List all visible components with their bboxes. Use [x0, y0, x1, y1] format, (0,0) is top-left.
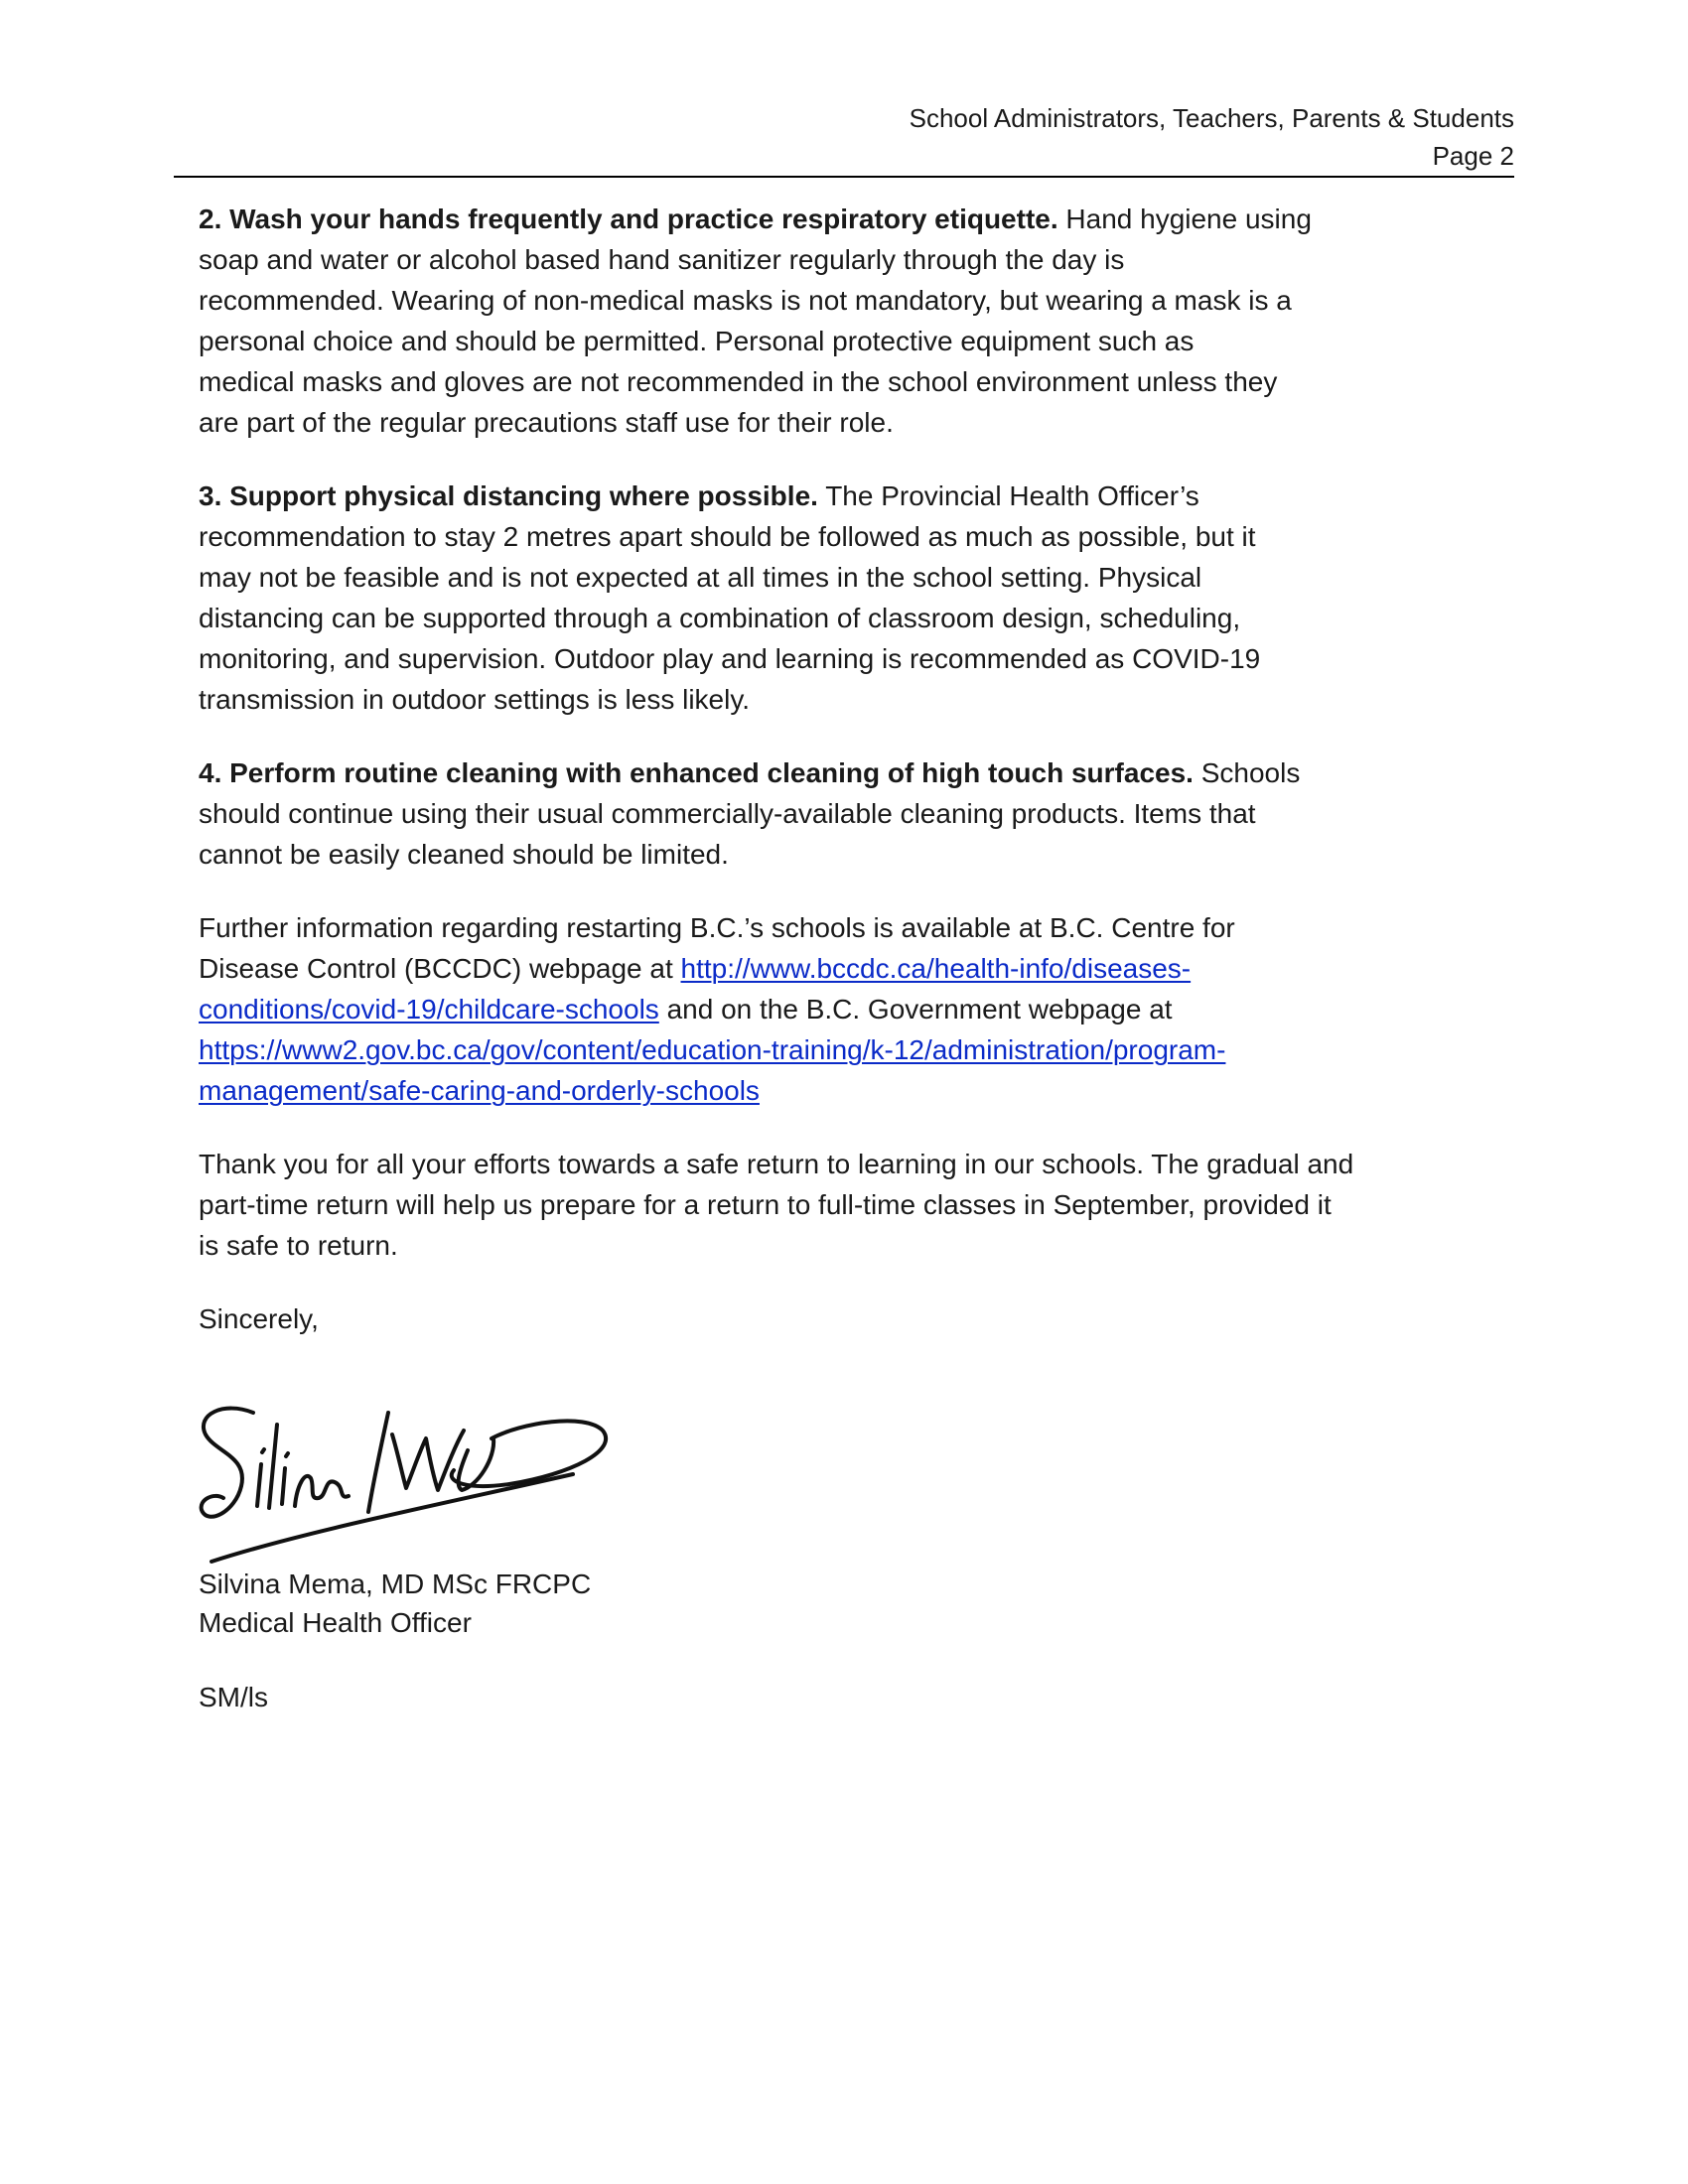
text-line: Thank you for all your efforts towards a safe return to learning in our schools. The gradual and: [199, 1149, 1354, 1179]
signature-block: [199, 1565, 591, 1642]
text-line: personal choice and should be permitted. Personal protective equipment such as: [199, 326, 1195, 356]
text-line: may not be feasible and is not expected at all times in the school setting. Physical: [199, 562, 1202, 593]
text-line: recommended. Wearing of non-medical masks is not mandatory, but wearing a mask is a: [199, 285, 1292, 316]
signatory-title: Medical Health Officer: [199, 1607, 472, 1638]
text-line: [199, 199, 1489, 239]
text-line: [199, 989, 1489, 1029]
section-hand-hygiene: [199, 199, 1489, 443]
section-thanks: [199, 1144, 1489, 1266]
text-line: [199, 752, 1489, 793]
reference-initials: SM/ls: [199, 1682, 268, 1712]
text-line: are part of the regular precautions staff use for their role.: [199, 407, 894, 438]
header-page-number: Page 2: [1432, 141, 1514, 171]
text-line: [199, 1070, 1489, 1111]
signatory-name: Silvina Mema, MD MSc FRCPC: [199, 1569, 592, 1599]
text-line: part-time return will help us prepare for a return to full-time classes in September, provided it: [199, 1189, 1332, 1220]
text-line: [199, 948, 1489, 989]
text-line: is safe to return.: [199, 1230, 398, 1261]
text-line: distancing can be supported through a combination of classroom design, scheduling,: [199, 603, 1241, 633]
handwritten-signature: [194, 1395, 621, 1573]
section-further-information: [199, 907, 1489, 1111]
section-heading: 3. Support physical distancing where possible.: [199, 480, 818, 511]
text-line: monitoring, and supervision. Outdoor play and learning is recommended as COVID-19: [199, 643, 1261, 674]
text-line: should continue using their usual commercially-available cleaning products. Items that: [199, 798, 1256, 829]
text-line: cannot be easily cleaned should be limited.: [199, 839, 729, 870]
text-line: transmission in outdoor settings is less likely.: [199, 684, 751, 715]
text-run: and on the B.C. Government webpage at: [658, 994, 1173, 1024]
text-run: The Provincial Health Officer’s: [817, 480, 1199, 511]
text-run: Disease Control (BCCDC) webpage at: [199, 953, 681, 984]
section-cleaning: [199, 752, 1489, 875]
gov-bc-link-continued[interactable]: management/safe-caring-and-orderly-schools: [199, 1075, 760, 1106]
gov-bc-link[interactable]: https://www2.gov.bc.ca/gov/content/education-training/k-12/administration/program-: [199, 1034, 1226, 1065]
text-run: Schools: [1193, 757, 1301, 788]
text-line: medical masks and gloves are not recommended in the school environment unless they: [199, 366, 1278, 397]
section-heading: 4. Perform routine cleaning with enhanced cleaning of high touch surfaces.: [199, 757, 1194, 788]
text-line: soap and water or alcohol based hand sanitizer regularly through the day is: [199, 244, 1125, 275]
text-run: Hand hygiene using: [1057, 204, 1312, 234]
closing-salutation: Sincerely,: [199, 1303, 319, 1334]
letter-body: [199, 199, 1489, 1339]
page-header: [174, 99, 1514, 175]
bccdc-link-continued[interactable]: conditions/covid-19/childcare-schools: [199, 994, 659, 1024]
text-line: Further information regarding restarting B.C.’s schools is available at B.C. Centre for: [199, 912, 1235, 943]
header-recipients: School Administrators, Teachers, Parents & Students: [909, 103, 1514, 133]
section-heading: 2. Wash your hands frequently and practice respiratory etiquette.: [199, 204, 1058, 234]
bccdc-link[interactable]: http://www.bccdc.ca/health-info/diseases-: [680, 953, 1192, 984]
text-line: recommendation to stay 2 metres apart should be followed as much as possible, but it: [199, 521, 1256, 552]
header-divider: [174, 176, 1514, 178]
text-line: [199, 476, 1489, 516]
section-physical-distancing: [199, 476, 1489, 720]
text-line: [199, 1029, 1489, 1070]
